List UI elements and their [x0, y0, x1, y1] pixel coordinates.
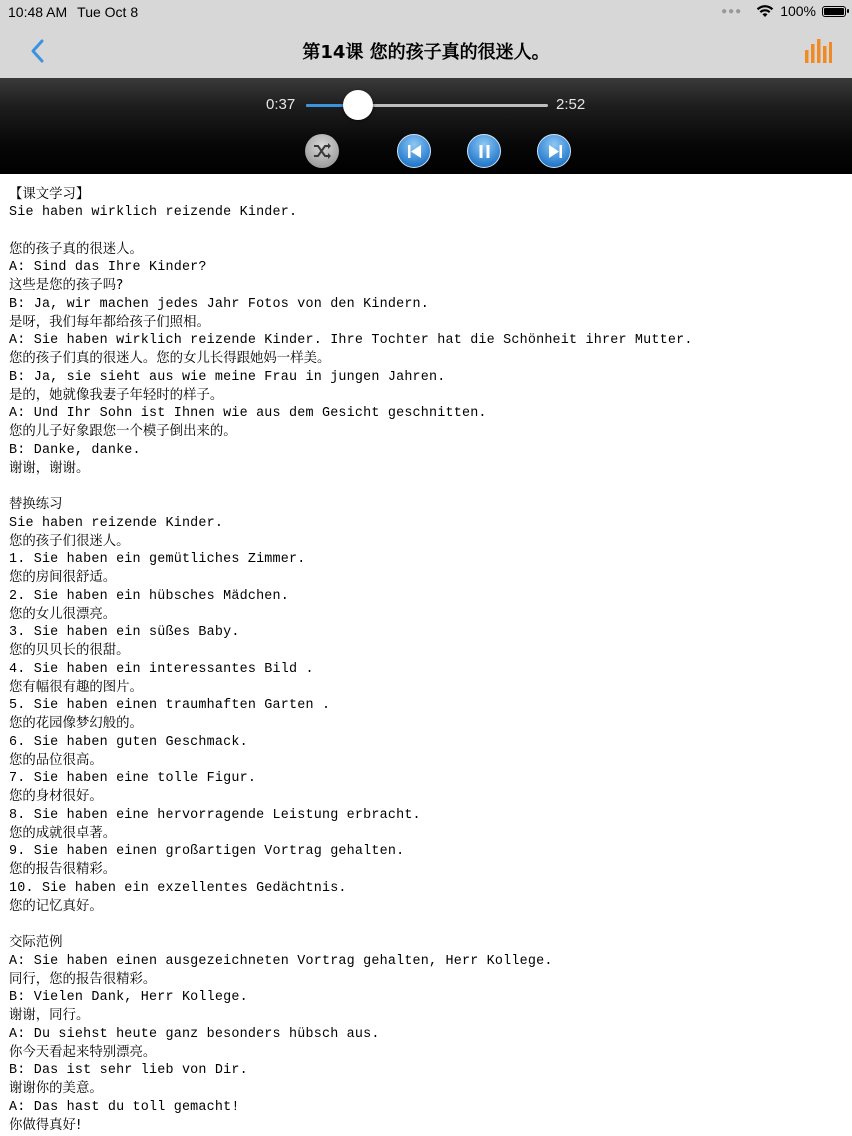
text-line: B: Danke, danke.: [9, 442, 141, 458]
text-line: B: Das ist sehr lieb von Dir.: [9, 1063, 248, 1078]
text-line: 您的花园像梦幻般的。: [9, 716, 143, 732]
status-bar: [0, 0, 852, 24]
text-line: 2. Sie haben ein hübsches Mädchen.: [9, 588, 290, 604]
text-line: 10. Sie haben ein exzellentes Gedächtnis.: [9, 880, 347, 896]
multitasking-dots-icon: ●●●: [721, 5, 743, 17]
text-line: 是的，她就像我妻子年轻时的样子。: [9, 387, 224, 403]
text-line: 替换练习: [9, 497, 63, 513]
blank-line: [9, 223, 845, 241]
text-line: 您的身材很好。: [9, 789, 103, 805]
next-track-button[interactable]: [537, 134, 571, 168]
slider-thumb[interactable]: [343, 90, 373, 120]
text-line: A: Du siehst heute ganz besonders hübsch aus.: [9, 1026, 380, 1042]
text-line: B: Ja, wir machen jedes Jahr Fotos von den Kindern.: [9, 296, 430, 312]
text-line: 谢谢，同行。: [9, 1008, 90, 1024]
text-line: A: Das hast du toll gemacht!: [9, 1099, 240, 1115]
pause-button[interactable]: [467, 134, 501, 168]
text-line: 8. Sie haben eine hervorragende Leistung erbracht.: [9, 807, 421, 823]
text-line: B: Vielen Dank, Herr Kollege.: [9, 990, 248, 1005]
text-line: 您的房间很舒适。: [9, 570, 117, 586]
text-line: A: Sind das Ihre Kinder?: [9, 260, 207, 275]
page-title: 第14课 您的孩子真的很迷人。: [302, 42, 550, 63]
text-line: 您的品位很高。: [9, 752, 103, 768]
text-line: 您的贝贝长的很甜。: [9, 643, 130, 659]
shuffle-icon: [305, 134, 339, 168]
text-line: 是呀，我们每年都给孩子们照相。: [9, 314, 210, 330]
progress-slider[interactable]: [306, 104, 548, 107]
text-line: 3. Sie haben ein süßes Baby.: [9, 625, 240, 640]
nav-bar: [0, 24, 852, 78]
skip-back-icon: [398, 135, 432, 169]
lesson-text: [9, 186, 845, 1135]
text-line: Sie haben wirklich reizende Kinder.: [9, 205, 298, 221]
blank-line: [9, 478, 845, 496]
text-line: 您的孩子们很迷人。: [9, 533, 130, 549]
pause-icon: [468, 135, 502, 169]
text-line: 这些是您的孩子吗?: [9, 278, 124, 294]
text-line: 谢谢你的美意。: [9, 1081, 103, 1097]
text-line: 交际范例: [9, 935, 63, 951]
blank-line: [9, 916, 845, 934]
text-line: B: Ja, sie sieht aus wie meine Frau in jungen Jahren.: [9, 369, 446, 385]
shuffle-button[interactable]: [305, 134, 339, 168]
text-line: 您的女儿很漂亮。: [9, 606, 117, 622]
status-date: Tue Oct 8: [77, 4, 139, 20]
text-line: 同行，您的报告很精彩。: [9, 971, 157, 987]
previous-track-button[interactable]: [397, 134, 431, 168]
text-line: 您有幅很有趣的图片。: [9, 679, 143, 695]
text-line: 你今天看起来特别漂亮。: [9, 1044, 157, 1060]
elapsed-time: 0:37: [266, 96, 296, 113]
status-right: [721, 3, 846, 19]
text-line: 你做得真好!: [9, 1117, 82, 1133]
text-line: 谢谢，谢谢。: [9, 460, 90, 476]
text-line: 9. Sie haben einen großartigen Vortrag gehalten.: [9, 844, 405, 859]
text-line: 您的孩子真的很迷人。: [9, 241, 143, 257]
text-line: Sie haben reizende Kinder.: [9, 515, 224, 531]
text-line: A: Und Ihr Sohn ist Ihnen wie aus dem Gesicht geschnitten.: [9, 406, 487, 421]
status-time: 10:48 AM: [8, 4, 68, 20]
text-line: 您的记忆真好。: [9, 898, 103, 914]
text-line: 4. Sie haben ein interessantes Bild .: [9, 661, 314, 677]
text-line: 您的儿子好象跟您一个模子倒出来的。: [9, 424, 237, 440]
total-time: 2:52: [556, 96, 586, 113]
skip-forward-icon: [538, 135, 572, 169]
text-line: 您的报告很精彩。: [9, 862, 117, 878]
wifi-icon: [756, 4, 774, 18]
battery-icon: [822, 6, 846, 17]
text-line: A: Sie haben einen ausgezeichneten Vortrag gehalten, Herr Kollege.: [9, 953, 553, 969]
text-line: 1. Sie haben ein gemütliches Zimmer.: [9, 552, 306, 567]
text-line: 您的孩子们真的很迷人。您的女儿长得跟她妈一样美。: [9, 351, 331, 367]
text-line: A: Sie haben wirklich reizende Kinder. Ihre Tochter hat die Schönheit ihrer Mutter.: [9, 333, 693, 348]
bar-chart-icon[interactable]: [804, 38, 832, 64]
text-line: 【课文学习】: [9, 187, 90, 202]
text-line: 您的成就很卓著。: [9, 825, 117, 841]
text-line: 5. Sie haben einen traumhaften Garten .: [9, 698, 331, 713]
text-line: 6. Sie haben guten Geschmack.: [9, 734, 248, 750]
audio-player: [0, 78, 852, 174]
text-line: 7. Sie haben eine tolle Figur.: [9, 771, 257, 786]
battery-percent: 100%: [780, 3, 816, 19]
status-left: [8, 4, 138, 20]
